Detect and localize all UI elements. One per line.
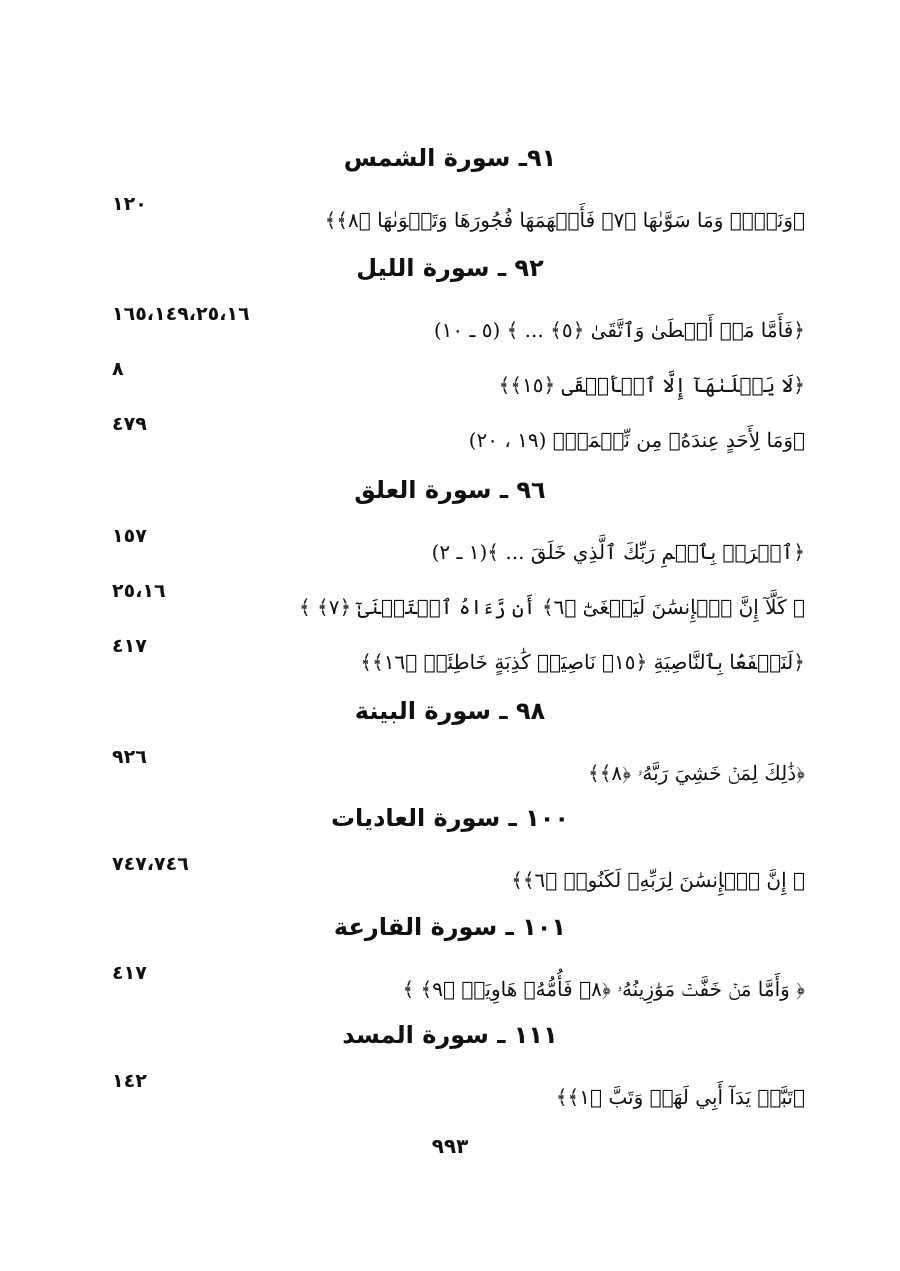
page-reference: ٤١٧ bbox=[112, 962, 147, 984]
verse-entry bbox=[0, 1070, 900, 1114]
verse-text: ﴿لَنَسۡفَعَۢا بِٱلنَّاصِيَةِ ﴿١٥﴾ نَاصِيَةٖ كَٰذِبَةٍ خَاطِئَةٖ ﴿١٦﴾﴾ bbox=[360, 650, 805, 674]
page-reference: ٩٢٦ bbox=[112, 746, 147, 768]
verse-entry bbox=[0, 193, 900, 237]
verse-text: ﴿وَنَفۡسٖ وَمَا سَوَّىٰهَا ﴿٧﴾ فَأَلۡهَمَهَا فُجُورَهَا وَتَقۡوَىٰهَا ﴿٨﴾﴾ bbox=[324, 208, 805, 232]
surah-heading: ٩٨ ـ سورة البينة bbox=[354, 697, 546, 725]
verse-text: ﴿تَبَّتۡ يَدَآ أَبِي لَهَبٖ وَتَبَّ ﴿١﴾﴾ bbox=[555, 1085, 805, 1109]
verse-text: ﴿ وَأَمَّا مَنۡ خَفَّتۡ مَوَٰزِينُهُۥ ﴿٨﴾ فَأُمُّهُۥ هَاوِيَةٞ ﴿٩﴾ ﴾ bbox=[402, 977, 805, 1001]
page-reference: ١٢٠ bbox=[112, 193, 147, 215]
verse-entry bbox=[0, 635, 900, 679]
page-number: ٩٩٣ bbox=[431, 1134, 469, 1158]
surah-heading: ٩٦ ـ سورة العلق bbox=[354, 476, 546, 504]
verse-text: ﴿ذَٰلِكَ لِمَنۡ خَشِيَ رَبَّهُۥ ﴿٨﴾﴾ bbox=[587, 761, 805, 785]
verse-entry bbox=[0, 413, 900, 457]
page-reference: ١٦٥،١٤٩،٢٥،١٦ bbox=[112, 303, 250, 325]
verse-entry bbox=[0, 358, 900, 402]
verse-entry bbox=[0, 525, 900, 569]
verse-text: ﴿وَمَا لِأَحَدٍ عِندَهُۥ مِن نِّعۡمَةٖ﴾ (١٩ ، ٢٠) bbox=[468, 428, 805, 452]
verse-text: ﴿ إِنَّ ٱلۡإِنسَٰنَ لِرَبِّهِۦ لَكَنُودٞ ﴿٦﴾﴾ bbox=[511, 868, 805, 892]
verse-entry bbox=[0, 962, 900, 1006]
verse-entry bbox=[0, 853, 900, 897]
page-reference: ١٥٧ bbox=[112, 525, 147, 547]
verse-text: ﴿لَا يَصۡلَىٰهَآ إِلَّا ٱلۡأَشۡقَى ﴿١٥﴾﴾ bbox=[498, 373, 805, 397]
surah-heading: ١١١ ـ سورة المسد bbox=[342, 1021, 558, 1049]
page-reference: ١٤٢ bbox=[112, 1070, 147, 1092]
verse-entry bbox=[0, 580, 900, 624]
page-reference: ٤٧٩ bbox=[112, 413, 147, 435]
page-reference: ٤١٧ bbox=[112, 635, 147, 657]
verse-entry bbox=[0, 746, 900, 790]
surah-heading: ٩١ـ سورة الشمس bbox=[343, 144, 557, 172]
surah-heading: ١٠١ ـ سورة القارعة bbox=[333, 913, 567, 941]
surah-heading: ٩٢ ـ سورة الليل bbox=[356, 254, 544, 282]
surah-heading: ١٠٠ ـ سورة العاديات bbox=[330, 804, 570, 832]
verse-text: ﴿ٱقۡرَأۡ بِٱسۡمِ رَبِّكَ ٱلَّذِي خَلَقَ ... ﴾(١ ـ ٢) bbox=[431, 540, 805, 564]
page-reference: ٢٥،١٦ bbox=[112, 580, 166, 602]
verse-entry bbox=[0, 303, 900, 347]
verse-text: ﴿ كَلَّآ إِنَّ ٱلۡإِنسَٰنَ لَيَطۡغَىٰٓ ﴿٦﴾ أَن رَّءَاهُ ٱسۡتَغۡنَىٰٓ ﴿٧﴾ ﴾ bbox=[298, 595, 805, 619]
page-reference: ٧٤٧،٧٤٦ bbox=[112, 853, 189, 875]
page-reference: ٨ bbox=[112, 358, 124, 380]
verse-text: ﴿فَأَمَّا مَنۡ أَعۡطَىٰ وَٱتَّقَىٰ ﴿٥﴾ ... ﴾ (٥ ـ ١٠) bbox=[433, 318, 805, 342]
